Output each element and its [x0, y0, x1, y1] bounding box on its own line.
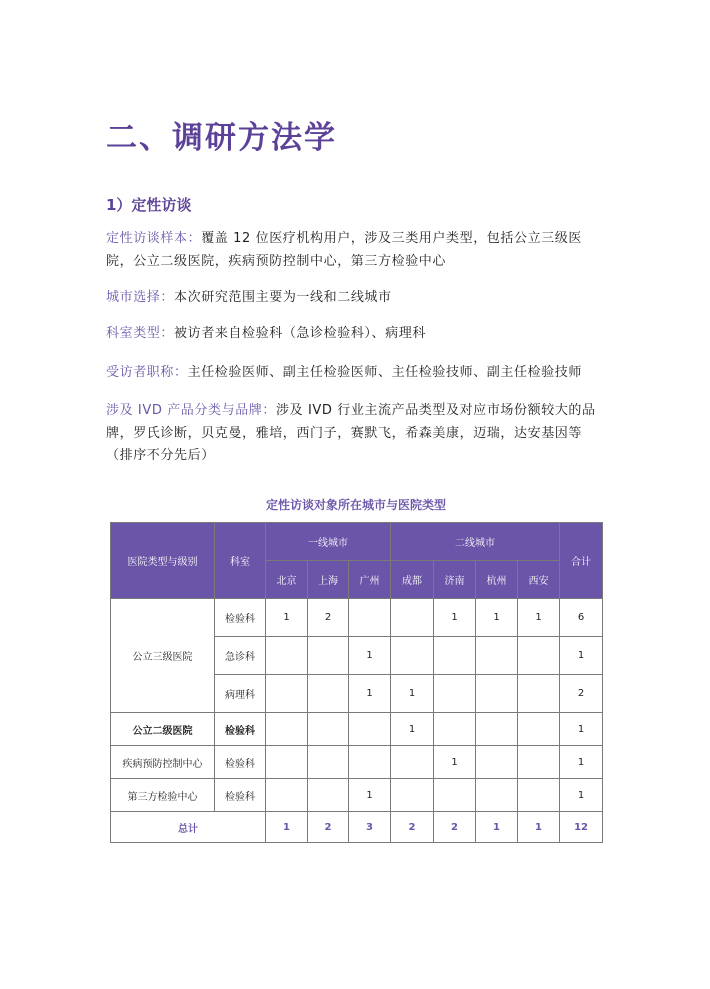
value-cell — [434, 713, 476, 746]
value-cell — [308, 675, 349, 713]
value-cell — [391, 599, 434, 637]
header-total: 合计 — [560, 523, 603, 599]
header-city: 杭州 — [476, 561, 518, 599]
hospital-cell: 公立二级医院 — [111, 713, 215, 746]
value-cell — [476, 675, 518, 713]
dept-cell: 检验科 — [215, 599, 266, 637]
value-cell — [349, 713, 391, 746]
paragraph-departments: 科室类型：被访者来自检验科（急诊检验科）、病理科 — [106, 326, 426, 341]
section-title: 1）定性访谈 — [106, 196, 192, 214]
value-cell — [349, 746, 391, 779]
total-cell: 1 — [560, 713, 603, 746]
paragraph-label: 涉及 IVD 产品分类与品牌： — [106, 403, 277, 418]
paragraph-cities: 城市选择：本次研究范围主要为一线和二线城市 — [106, 290, 392, 305]
header-city: 成都 — [391, 561, 434, 599]
value-cell: 1 — [349, 675, 391, 713]
value-cell — [266, 675, 308, 713]
value-cell: 1 — [349, 779, 391, 812]
paragraph-label: 定性访谈样本： — [106, 231, 202, 246]
value-cell — [308, 746, 349, 779]
total-cell: 1 — [560, 779, 603, 812]
table-row — [111, 779, 603, 812]
value-cell — [266, 713, 308, 746]
dept-cell: 病理科 — [215, 675, 266, 713]
value-cell — [518, 779, 560, 812]
total-value-cell: 2 — [308, 812, 349, 843]
table-row — [111, 713, 603, 746]
value-cell — [476, 779, 518, 812]
value-cell: 1 — [349, 637, 391, 675]
header-hospital: 医院类型与级别 — [111, 523, 215, 599]
value-cell: 1 — [476, 599, 518, 637]
dept-cell: 检验科 — [215, 746, 266, 779]
interview-table — [110, 522, 603, 843]
table-row — [111, 746, 603, 779]
total-value-cell: 3 — [349, 812, 391, 843]
header-city: 上海 — [308, 561, 349, 599]
value-cell — [266, 637, 308, 675]
value-cell — [434, 637, 476, 675]
header-city: 广州 — [349, 561, 391, 599]
value-cell — [391, 637, 434, 675]
header-city: 北京 — [266, 561, 308, 599]
total-value-cell: 1 — [518, 812, 560, 843]
grand-total-cell: 12 — [560, 812, 603, 843]
paragraph-label: 城市选择： — [106, 290, 175, 305]
value-cell: 1 — [434, 746, 476, 779]
value-cell: 1 — [266, 599, 308, 637]
total-value-cell: 1 — [266, 812, 308, 843]
value-cell: 1 — [391, 675, 434, 713]
total-row — [111, 812, 603, 843]
value-cell — [391, 746, 434, 779]
hospital-cell: 公立三级医院 — [111, 599, 215, 713]
paragraph-label: 科室类型： — [106, 326, 175, 341]
total-cell: 1 — [560, 637, 603, 675]
value-cell — [518, 713, 560, 746]
value-cell — [266, 779, 308, 812]
table-row — [111, 599, 603, 637]
header-dept: 科室 — [215, 523, 266, 599]
header-row — [111, 523, 603, 561]
value-cell — [308, 779, 349, 812]
dept-cell: 检验科 — [215, 713, 266, 746]
total-cell: 6 — [560, 599, 603, 637]
hospital-cell: 疾病预防控制中心 — [111, 746, 215, 779]
value-cell: 1 — [391, 713, 434, 746]
value-cell: 1 — [434, 599, 476, 637]
value-cell — [518, 637, 560, 675]
value-cell — [308, 637, 349, 675]
value-cell — [518, 675, 560, 713]
total-cell: 1 — [560, 746, 603, 779]
table-caption: 定性访谈对象所在城市与医院类型 — [265, 498, 446, 512]
value-cell — [391, 779, 434, 812]
total-value-cell: 2 — [434, 812, 476, 843]
page-title: 二、调研方法学 — [106, 120, 337, 156]
total-value-cell: 1 — [476, 812, 518, 843]
total-label: 总计 — [111, 812, 266, 843]
value-cell — [266, 746, 308, 779]
hospital-cell: 第三方检验中心 — [111, 779, 215, 812]
value-cell — [476, 637, 518, 675]
value-cell: 2 — [308, 599, 349, 637]
value-cell: 1 — [518, 599, 560, 637]
header-tier1: 一线城市 — [266, 523, 391, 561]
paragraph-titles: 受访者职称：主任检验医师、副主任检验医师、主任检验技师、副主任检验技师 — [106, 365, 583, 380]
paragraph-label: 受访者职称： — [106, 365, 188, 380]
paragraph-ivd: 涉及 IVD 产品分类与品牌：涉及 IVD 行业主流产品类型及对应市场份额较大的品 牌，罗氏诊断，贝克曼，雅培，西门子，赛默飞，希森美康，迈瑞，达安基因等 （排序不分先后） — [106, 403, 596, 463]
value-cell — [434, 675, 476, 713]
header-city: 济南 — [434, 561, 476, 599]
value-cell — [308, 713, 349, 746]
value-cell — [349, 599, 391, 637]
value-cell — [476, 746, 518, 779]
header-city: 西安 — [518, 561, 560, 599]
dept-cell: 急诊科 — [215, 637, 266, 675]
value-cell — [476, 713, 518, 746]
value-cell — [518, 746, 560, 779]
header-tier2: 二线城市 — [391, 523, 560, 561]
total-value-cell: 2 — [391, 812, 434, 843]
dept-cell: 检验科 — [215, 779, 266, 812]
total-cell: 2 — [560, 675, 603, 713]
paragraph-sample: 定性访谈样本：覆盖 12 位医疗机构用户，涉及三类用户类型，包括公立三级医 院，公立二级医院，疾病预防控制中心，第三方检验中心 — [106, 231, 583, 269]
value-cell — [434, 779, 476, 812]
